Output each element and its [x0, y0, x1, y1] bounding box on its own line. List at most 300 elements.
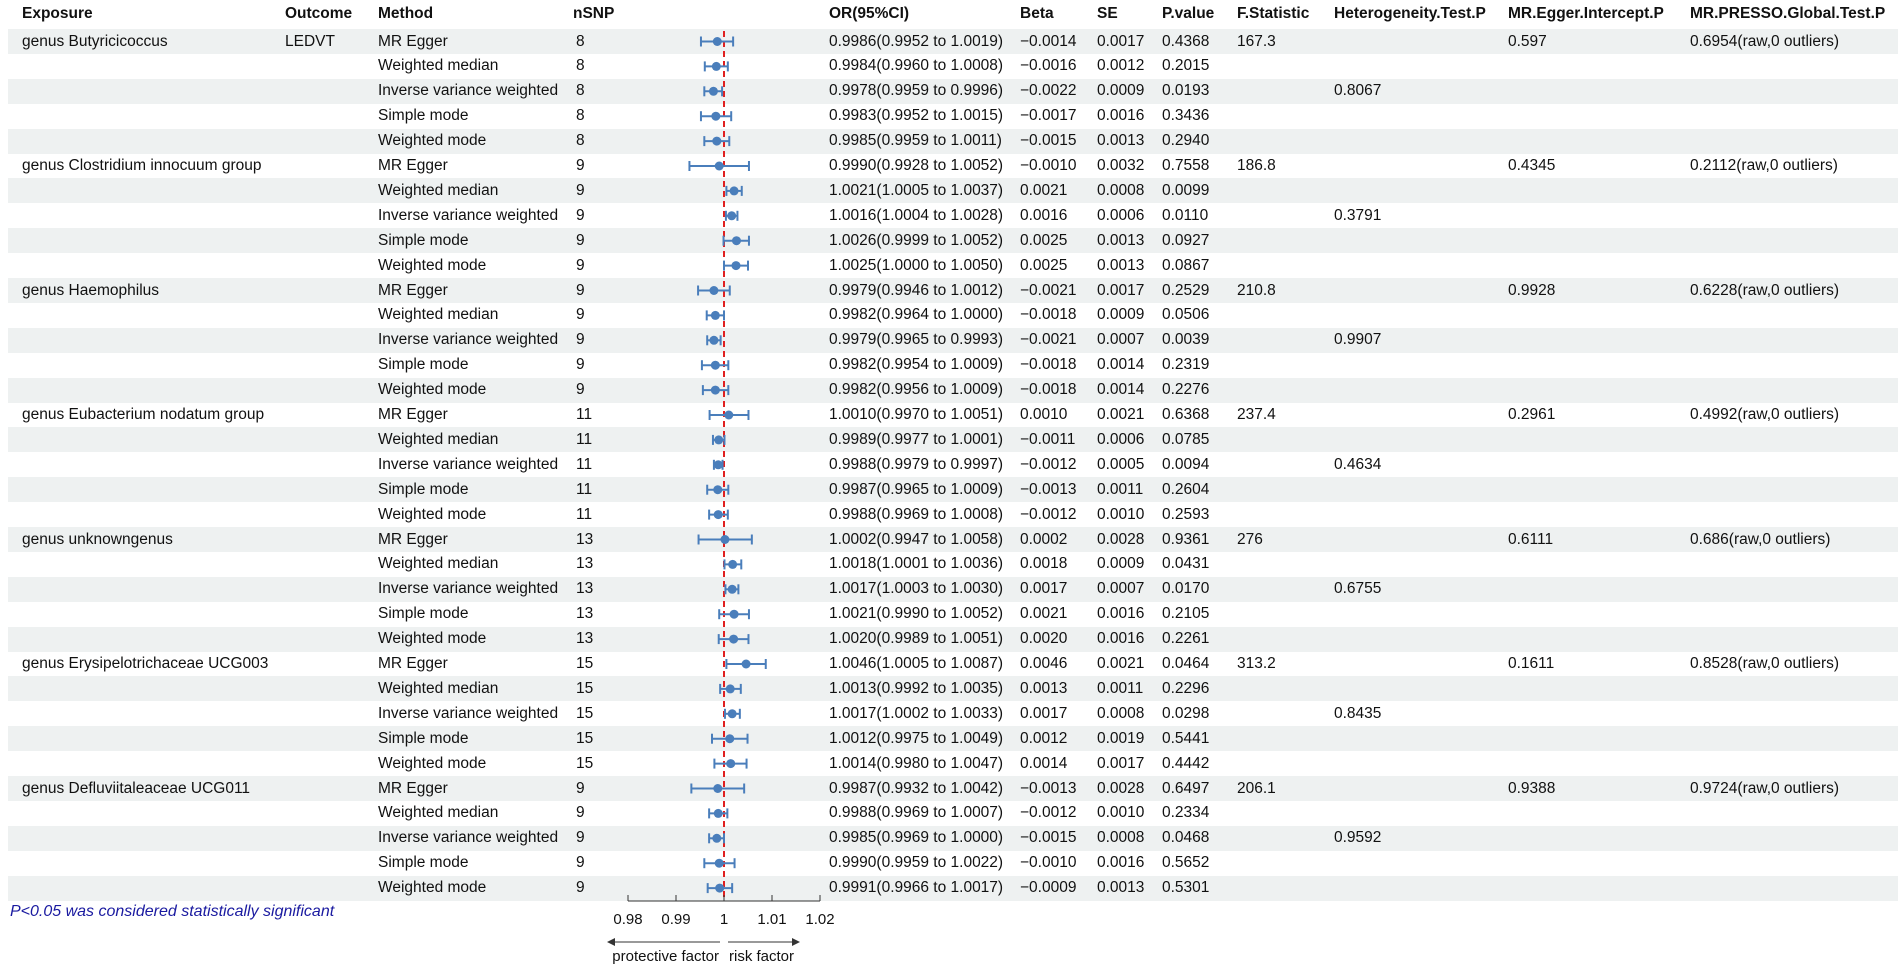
cell-or: 1.0020(0.9989 to 1.0051): [829, 630, 1004, 648]
cell-nsnp: 15: [576, 655, 594, 672]
x-tick-label: 0.99: [661, 911, 691, 928]
cell-het: 0.6755: [1334, 580, 1382, 598]
cell-pvalue: 0.0039: [1162, 331, 1210, 349]
cell-beta: 0.0046: [1020, 655, 1068, 672]
cell-beta: −0.0021: [1020, 331, 1077, 349]
cell-pvalue: 0.0468: [1162, 829, 1210, 847]
cell-nsnp: 8: [576, 57, 585, 75]
cell-pvalue: 0.5652: [1162, 854, 1210, 872]
cell-exposure: genus Defluviitaleaceae UCG011: [22, 779, 251, 797]
cell-nsnp: 9: [576, 854, 585, 872]
cell-exposure: genus Haemophilus: [22, 281, 160, 299]
cell-or: 0.9989(0.9977 to 1.0001): [829, 430, 1004, 448]
or-point: [720, 535, 729, 544]
or-point: [709, 286, 718, 295]
header-presso: MR.PRESSO.Global.Test.P: [1690, 5, 1886, 22]
cell-pvalue: 0.0170: [1162, 580, 1210, 598]
cell-method: Inverse variance weighted: [378, 206, 559, 224]
cell-pvalue: 0.0927: [1162, 231, 1210, 249]
or-point: [728, 560, 737, 569]
cell-beta: 0.0021: [1020, 181, 1068, 199]
cell-pvalue: 0.2276: [1162, 381, 1210, 399]
x-tick-label: 0.98: [613, 911, 643, 928]
cell-method: Inverse variance weighted: [378, 455, 559, 473]
cell-nsnp: 9: [576, 206, 585, 224]
cell-or: 1.0016(1.0004 to 1.0028): [829, 206, 1004, 224]
cell-beta: −0.0016: [1020, 57, 1077, 75]
cell-pvalue: 0.2319: [1162, 356, 1210, 374]
cell-nsnp: 9: [576, 381, 585, 399]
or-point: [714, 510, 723, 519]
cell-se: 0.0021: [1097, 406, 1145, 423]
cell-beta: −0.0010: [1020, 854, 1077, 872]
x-tick-label: 1.01: [757, 911, 787, 928]
cell-method: Simple mode: [378, 231, 469, 249]
cell-fstat: 237.4: [1237, 406, 1276, 423]
header-nsnp: nSNP: [573, 5, 615, 22]
cell-se: 0.0005: [1097, 455, 1145, 473]
cell-egger-int: 0.9928: [1508, 281, 1556, 299]
cell-nsnp: 8: [576, 82, 585, 100]
cell-beta: 0.0017: [1020, 580, 1068, 598]
cell-beta: −0.0014: [1020, 32, 1077, 50]
cell-or: 0.9978(0.9959 to 0.9996): [829, 82, 1004, 100]
cell-se: 0.0028: [1097, 530, 1145, 548]
or-point: [715, 859, 724, 868]
cell-nsnp: 8: [576, 32, 585, 50]
cell-fstat: 313.2: [1237, 655, 1276, 672]
or-point: [712, 62, 721, 71]
cell-method: Weighted median: [378, 804, 499, 822]
cell-nsnp: 13: [576, 605, 594, 623]
cell-pvalue: 0.0094: [1162, 455, 1210, 473]
cell-method: Weighted mode: [378, 505, 487, 523]
cell-beta: 0.0017: [1020, 704, 1068, 722]
cell-method: Simple mode: [378, 107, 469, 125]
cell-or: 1.0026(0.9999 to 1.0052): [829, 231, 1004, 249]
cell-nsnp: 13: [576, 630, 594, 648]
cell-presso: 0.9724(raw,0 outliers): [1690, 779, 1840, 797]
cell-pvalue: 0.0867: [1162, 256, 1210, 274]
cell-method: Weighted mode: [378, 256, 487, 274]
cell-pvalue: 0.2593: [1162, 505, 1210, 523]
cell-method: Inverse variance weighted: [378, 331, 559, 349]
cell-or: 0.9987(0.9965 to 1.0009): [829, 480, 1004, 498]
cell-beta: 0.0014: [1020, 754, 1068, 772]
cell-egger-int: 0.597: [1508, 32, 1547, 50]
cell-het: 0.8435: [1334, 704, 1382, 722]
cell-method: MR Egger: [378, 406, 448, 423]
header-het: Heterogeneity.Test.P: [1334, 5, 1486, 22]
cell-nsnp: 15: [576, 729, 594, 747]
cell-egger-int: 0.9388: [1508, 779, 1556, 797]
or-point: [713, 37, 722, 46]
cell-or: 0.9982(0.9964 to 1.0000): [829, 306, 1004, 324]
or-point: [724, 411, 733, 420]
risk-factor-label: risk factor: [729, 948, 795, 965]
or-point: [711, 311, 720, 320]
cell-nsnp: 11: [576, 430, 593, 448]
cell-beta: 0.0021: [1020, 605, 1068, 623]
cell-beta: 0.0012: [1020, 729, 1068, 747]
cell-fstat: 276: [1237, 530, 1263, 548]
cell-beta: −0.0013: [1020, 779, 1077, 797]
or-point: [728, 709, 737, 718]
protective-factor-label: protective factor: [612, 948, 719, 965]
or-point: [730, 186, 739, 195]
header-method: Method: [378, 5, 434, 22]
or-point: [715, 162, 724, 171]
cell-egger-int: 0.6111: [1508, 530, 1554, 548]
cell-nsnp: 9: [576, 829, 585, 847]
cell-nsnp: 9: [576, 804, 585, 822]
or-point: [714, 809, 723, 818]
footnote: P<0.05 was considered statistically significant: [10, 903, 335, 920]
cell-pvalue: 0.2529: [1162, 281, 1210, 299]
risk-arrow-head-icon: [792, 938, 800, 946]
cell-egger-int: 0.1611: [1508, 655, 1555, 672]
cell-method: Weighted median: [378, 430, 499, 448]
header-fstat: F.Statistic: [1237, 5, 1310, 22]
header-exposure: Exposure: [22, 5, 93, 22]
cell-or: 1.0046(1.0005 to 1.0087): [829, 655, 1004, 672]
cell-nsnp: 9: [576, 331, 585, 349]
cell-pvalue: 0.4442: [1162, 754, 1210, 772]
cell-or: 0.9985(0.9959 to 1.0011): [829, 132, 1002, 150]
cell-method: Weighted median: [378, 555, 499, 573]
cell-beta: −0.0015: [1020, 132, 1077, 150]
header-or: OR(95%CI): [829, 5, 910, 22]
cell-nsnp: 9: [576, 879, 585, 897]
cell-pvalue: 0.2334: [1162, 804, 1210, 822]
cell-beta: −0.0012: [1020, 505, 1077, 523]
cell-method: Simple mode: [378, 729, 469, 747]
cell-method: Inverse variance weighted: [378, 704, 559, 722]
or-point: [711, 386, 720, 395]
or-point: [714, 435, 723, 444]
cell-nsnp: 9: [576, 181, 585, 199]
cell-fstat: 167.3: [1237, 32, 1276, 50]
cell-method: Weighted mode: [378, 132, 487, 150]
cell-fstat: 186.8: [1237, 157, 1276, 174]
or-point: [725, 734, 734, 743]
cell-beta: −0.0013: [1020, 480, 1077, 498]
cell-or: 0.9979(0.9965 to 0.9993): [829, 331, 1004, 349]
cell-method: Simple mode: [378, 854, 469, 872]
cell-nsnp: 9: [576, 779, 585, 797]
cell-method: Inverse variance weighted: [378, 580, 559, 598]
header-se: SE: [1097, 5, 1118, 22]
cell-nsnp: 13: [576, 580, 594, 598]
x-tick-label: 1.02: [805, 911, 835, 928]
cell-or: 1.0021(0.9990 to 1.0052): [829, 605, 1004, 623]
cell-beta: 0.0025: [1020, 231, 1068, 249]
cell-se: 0.0017: [1097, 281, 1145, 299]
cell-se: 0.0032: [1097, 157, 1145, 174]
cell-het: 0.8067: [1334, 82, 1382, 100]
cell-nsnp: 13: [576, 555, 594, 573]
cell-outcome: LEDVT: [285, 32, 335, 50]
cell-se: 0.0016: [1097, 854, 1145, 872]
cell-or: 0.9988(0.9969 to 1.0007): [829, 804, 1004, 822]
cell-exposure: genus Clostridium innocuum group: [22, 157, 262, 174]
or-point: [712, 137, 721, 146]
cell-or: 0.9990(0.9959 to 1.0022): [829, 854, 1004, 872]
cell-method: Weighted median: [378, 679, 499, 697]
cell-beta: −0.0017: [1020, 107, 1077, 125]
or-point: [732, 236, 741, 245]
cell-method: Simple mode: [378, 605, 469, 623]
cell-nsnp: 9: [576, 157, 585, 174]
cell-se: 0.0016: [1097, 630, 1145, 648]
cell-pvalue: 0.0431: [1162, 555, 1210, 573]
cell-se: 0.0011: [1097, 480, 1144, 498]
cell-or: 1.0012(0.9975 to 1.0049): [829, 729, 1004, 747]
or-point: [729, 635, 738, 644]
cell-beta: −0.0010: [1020, 157, 1077, 174]
cell-se: 0.0014: [1097, 381, 1145, 399]
cell-se: 0.0016: [1097, 107, 1145, 125]
cell-pvalue: 0.3436: [1162, 107, 1210, 125]
cell-nsnp: 9: [576, 306, 585, 324]
cell-method: Weighted median: [378, 57, 499, 75]
or-point: [713, 784, 722, 793]
cell-nsnp: 15: [576, 754, 594, 772]
cell-beta: −0.0018: [1020, 356, 1077, 374]
cell-se: 0.0006: [1097, 430, 1145, 448]
cell-se: 0.0009: [1097, 82, 1145, 100]
header-beta: Beta: [1020, 5, 1054, 22]
or-point: [709, 87, 718, 96]
cell-method: Simple mode: [378, 356, 469, 374]
cell-se: 0.0017: [1097, 754, 1145, 772]
cell-se: 0.0016: [1097, 605, 1145, 623]
cell-nsnp: 9: [576, 256, 585, 274]
header-outcome: Outcome: [285, 5, 353, 22]
cell-het: 0.9592: [1334, 829, 1382, 847]
or-point: [711, 112, 720, 121]
cell-beta: −0.0018: [1020, 306, 1077, 324]
cell-pvalue: 0.0193: [1162, 82, 1210, 100]
cell-method: Weighted mode: [378, 754, 487, 772]
cell-se: 0.0008: [1097, 704, 1145, 722]
cell-exposure: genus unknowngenus: [22, 530, 173, 548]
cell-nsnp: 11: [576, 505, 593, 523]
cell-exposure: genus Erysipelotrichaceae UCG003: [22, 655, 269, 672]
cell-nsnp: 11: [576, 406, 593, 423]
cell-pvalue: 0.9361: [1162, 530, 1210, 548]
cell-pvalue: 0.0110: [1162, 206, 1209, 224]
cell-method: Simple mode: [378, 480, 469, 498]
or-point: [711, 361, 720, 370]
cell-method: Inverse variance weighted: [378, 82, 559, 100]
cell-egger-int: 0.4345: [1508, 157, 1556, 174]
cell-egger-int: 0.2961: [1508, 406, 1556, 423]
cell-method: Weighted mode: [378, 630, 487, 648]
cell-se: 0.0021: [1097, 655, 1145, 672]
cell-or: 0.9979(0.9946 to 1.0012): [829, 281, 1004, 299]
cell-or: 1.0010(0.9970 to 1.0051): [829, 406, 1004, 423]
cell-presso: 0.6228(raw,0 outliers): [1690, 281, 1840, 299]
cell-se: 0.0010: [1097, 804, 1145, 822]
cell-beta: 0.0025: [1020, 256, 1068, 274]
or-point: [714, 460, 723, 469]
cell-or: 0.9988(0.9979 to 0.9997): [829, 455, 1004, 473]
cell-exposure: genus Butyricicoccus: [22, 32, 168, 50]
cell-se: 0.0009: [1097, 555, 1145, 573]
cell-or: 0.9983(0.9952 to 1.0015): [829, 107, 1004, 125]
cell-se: 0.0006: [1097, 206, 1145, 224]
cell-se: 0.0011: [1097, 679, 1144, 697]
cell-nsnp: 13: [576, 530, 594, 548]
cell-method: MR Egger: [378, 157, 448, 174]
cell-het: 0.3791: [1334, 206, 1382, 224]
cell-pvalue: 0.0298: [1162, 704, 1210, 722]
cell-or: 1.0017(1.0003 to 1.0030): [829, 580, 1004, 598]
cell-or: 0.9982(0.9954 to 1.0009): [829, 356, 1004, 374]
cell-se: 0.0012: [1097, 57, 1145, 75]
cell-or: 0.9988(0.9969 to 1.0008): [829, 505, 1004, 523]
cell-exposure: genus Eubacterium nodatum group: [22, 406, 265, 423]
cell-fstat: 210.8: [1237, 281, 1276, 299]
cell-pvalue: 0.0785: [1162, 430, 1210, 448]
cell-beta: −0.0018: [1020, 381, 1077, 399]
cell-pvalue: 0.2296: [1162, 679, 1210, 697]
cell-presso: 0.8528(raw,0 outliers): [1690, 655, 1840, 672]
cell-pvalue: 0.2604: [1162, 480, 1210, 498]
cell-nsnp: 15: [576, 679, 594, 697]
or-point: [726, 684, 735, 693]
cell-se: 0.0007: [1097, 331, 1145, 349]
cell-presso: 0.4992(raw,0 outliers): [1690, 406, 1840, 423]
cell-beta: 0.0013: [1020, 679, 1068, 697]
cell-presso: 0.6954(raw,0 outliers): [1690, 32, 1840, 50]
cell-method: Inverse variance weighted: [378, 829, 559, 847]
or-point: [727, 211, 736, 220]
cell-pvalue: 0.5441: [1162, 729, 1210, 747]
cell-se: 0.0013: [1097, 231, 1145, 249]
header-egger-int: MR.Egger.Intercept.P: [1508, 5, 1664, 22]
cell-pvalue: 0.2261: [1162, 630, 1210, 648]
cell-or: 1.0013(0.9992 to 1.0035): [829, 679, 1004, 697]
cell-method: MR Egger: [378, 655, 448, 672]
cell-se: 0.0007: [1097, 580, 1145, 598]
cell-or: 1.0025(1.0000 to 1.0050): [829, 256, 1004, 274]
cell-pvalue: 0.0099: [1162, 181, 1210, 199]
cell-beta: −0.0021: [1020, 281, 1077, 299]
cell-het: 0.4634: [1334, 455, 1382, 473]
cell-beta: −0.0012: [1020, 455, 1077, 473]
cell-or: 1.0021(1.0005 to 1.0037): [829, 181, 1004, 199]
cell-method: MR Egger: [378, 281, 448, 299]
cell-nsnp: 9: [576, 356, 585, 374]
cell-se: 0.0009: [1097, 306, 1145, 324]
cell-se: 0.0019: [1097, 729, 1145, 747]
cell-method: MR Egger: [378, 32, 448, 50]
cell-or: 0.9985(0.9969 to 1.0000): [829, 829, 1004, 847]
cell-se: 0.0013: [1097, 256, 1145, 274]
cell-pvalue: 0.5301: [1162, 879, 1210, 897]
cell-or: 1.0014(0.9980 to 1.0047): [829, 754, 1004, 772]
cell-method: MR Egger: [378, 779, 448, 797]
x-tick-label: 1: [719, 911, 729, 928]
cell-method: Weighted median: [378, 181, 499, 199]
or-point: [715, 884, 724, 893]
cell-se: 0.0008: [1097, 829, 1145, 847]
cell-se: 0.0010: [1097, 505, 1145, 523]
cell-or: 0.9986(0.9952 to 1.0019): [829, 32, 1004, 50]
cell-se: 0.0017: [1097, 32, 1145, 50]
cell-beta: −0.0015: [1020, 829, 1077, 847]
cell-beta: −0.0012: [1020, 804, 1077, 822]
cell-pvalue: 0.0464: [1162, 655, 1210, 672]
cell-method: MR Egger: [378, 530, 448, 548]
cell-or: 1.0018(1.0001 to 1.0036): [829, 555, 1004, 573]
cell-or: 0.9987(0.9932 to 1.0042): [829, 779, 1004, 797]
cell-pvalue: 0.6368: [1162, 406, 1210, 423]
cell-presso: 0.686(raw,0 outliers): [1690, 530, 1831, 548]
cell-or: 0.9991(0.9966 to 1.0017): [829, 879, 1004, 897]
protective-arrow-head-icon: [607, 938, 615, 946]
cell-pvalue: 0.0506: [1162, 306, 1210, 324]
cell-or: 0.9982(0.9956 to 1.0009): [829, 381, 1004, 399]
cell-or: 1.0017(1.0002 to 1.0033): [829, 704, 1004, 722]
cell-het: 0.9907: [1334, 331, 1382, 349]
cell-or: 0.9990(0.9928 to 1.0052): [829, 157, 1004, 174]
cell-pvalue: 0.6497: [1162, 779, 1210, 797]
or-point: [728, 585, 737, 594]
cell-nsnp: 11: [576, 455, 593, 473]
cell-beta: 0.0010: [1020, 406, 1068, 423]
cell-beta: 0.0020: [1020, 630, 1068, 648]
or-point: [742, 660, 751, 669]
cell-method: Weighted median: [378, 306, 499, 324]
cell-beta: 0.0016: [1020, 206, 1068, 224]
cell-pvalue: 0.4368: [1162, 32, 1210, 50]
cell-nsnp: 9: [576, 281, 585, 299]
or-point: [730, 610, 739, 619]
cell-nsnp: 9: [576, 231, 585, 249]
cell-nsnp: 8: [576, 132, 585, 150]
cell-beta: −0.0009: [1020, 879, 1077, 897]
cell-or: 0.9984(0.9960 to 1.0008): [829, 57, 1004, 75]
cell-pvalue: 0.2940: [1162, 132, 1210, 150]
header-pvalue: P.value: [1162, 5, 1215, 22]
cell-se: 0.0013: [1097, 132, 1145, 150]
cell-pvalue: 0.2105: [1162, 605, 1210, 623]
cell-presso: 0.2112(raw,0 outliers): [1690, 157, 1838, 174]
cell-method: Weighted mode: [378, 879, 487, 897]
cell-fstat: 206.1: [1237, 779, 1276, 797]
cell-se: 0.0028: [1097, 779, 1145, 797]
or-point: [712, 834, 721, 843]
or-point: [713, 485, 722, 494]
or-point: [726, 759, 735, 768]
or-point: [732, 261, 741, 270]
cell-beta: 0.0002: [1020, 530, 1068, 548]
cell-se: 0.0013: [1097, 879, 1145, 897]
or-point: [709, 336, 718, 345]
cell-or: 1.0002(0.9947 to 1.0058): [829, 530, 1004, 548]
cell-nsnp: 8: [576, 107, 585, 125]
cell-nsnp: 15: [576, 704, 594, 722]
cell-se: 0.0008: [1097, 181, 1145, 199]
cell-beta: −0.0011: [1020, 430, 1076, 448]
cell-pvalue: 0.7558: [1162, 157, 1210, 174]
cell-pvalue: 0.2015: [1162, 57, 1210, 75]
cell-beta: 0.0018: [1020, 555, 1068, 573]
cell-se: 0.0014: [1097, 356, 1145, 374]
